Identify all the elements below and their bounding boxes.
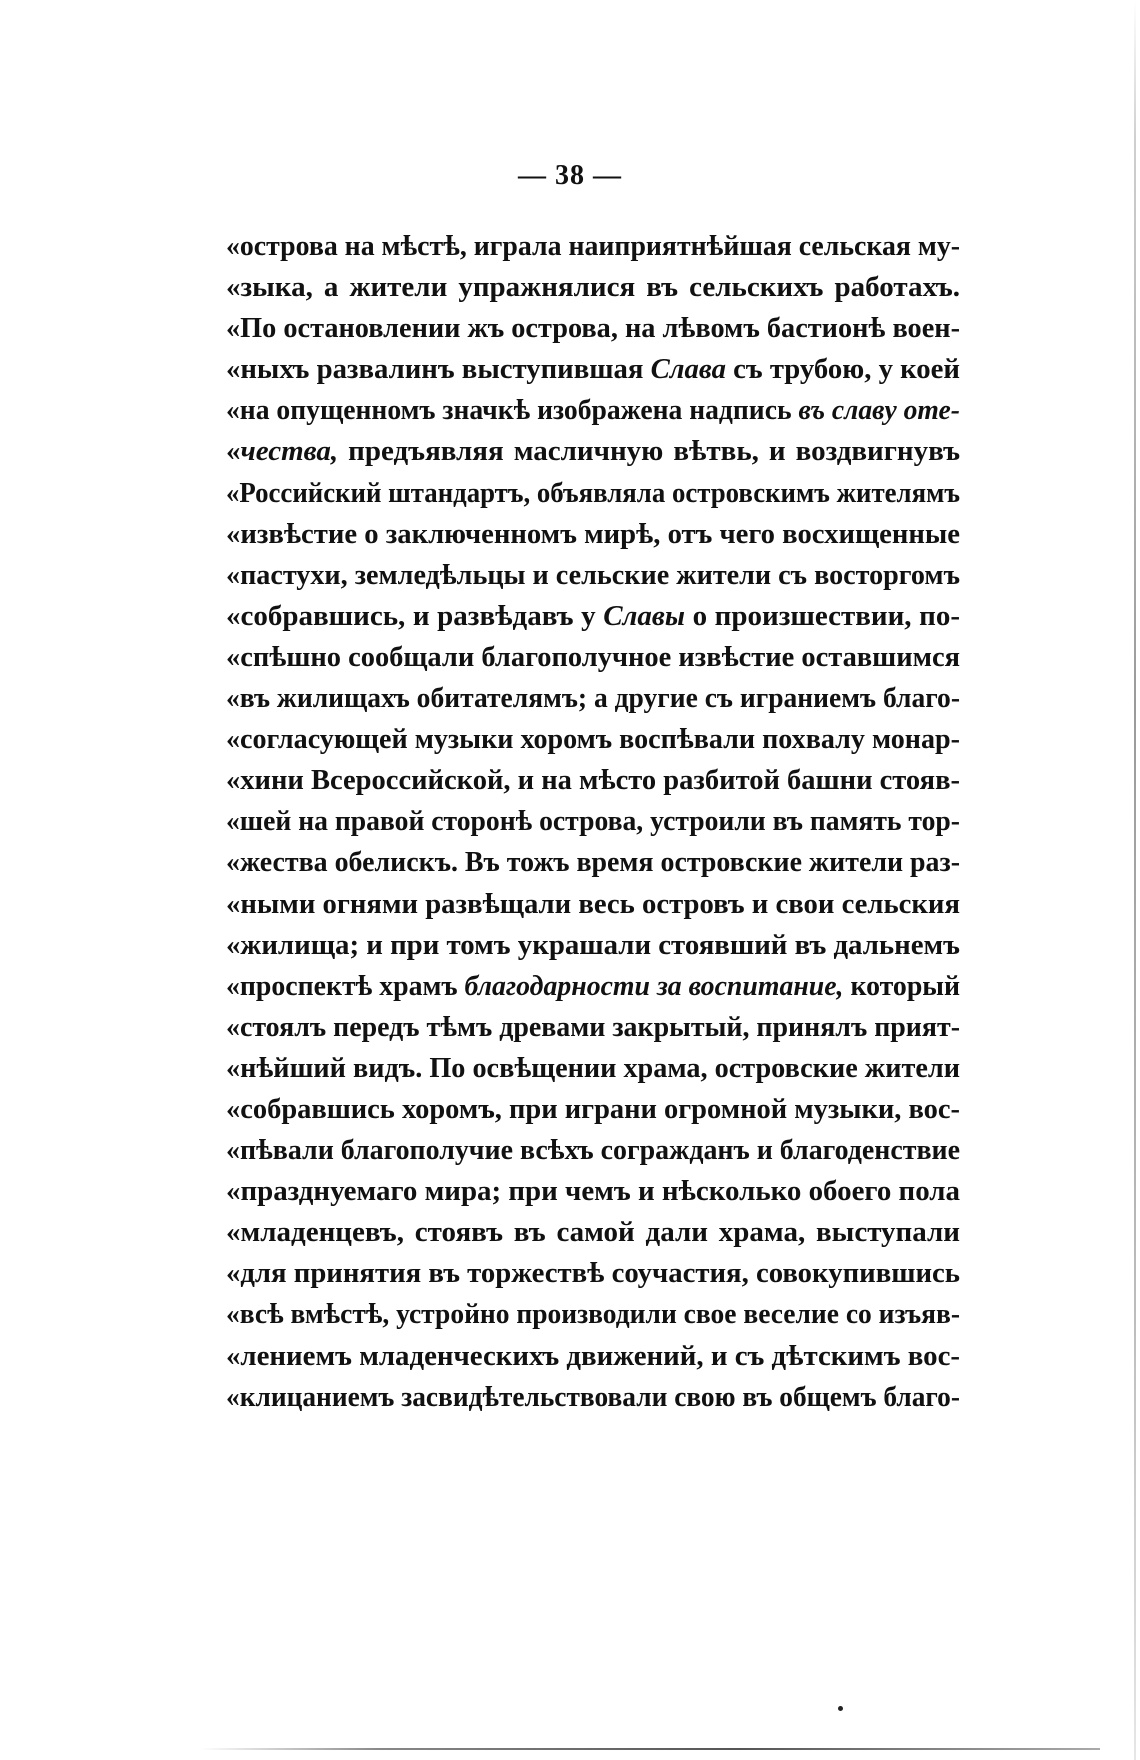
text-line xyxy=(226,678,960,719)
text-line xyxy=(226,925,960,966)
text-segment: «на опущенномъ значкѣ изображена надпись xyxy=(226,394,799,427)
scan-bottom-line xyxy=(200,1748,1100,1750)
text-segment: «клицаниемъ засвидѣтельствовали свою въ общемъ благо- xyxy=(226,1380,960,1413)
text-line xyxy=(226,431,960,472)
scan-edge-line xyxy=(1134,0,1136,1760)
text-line xyxy=(226,966,960,1007)
text-line xyxy=(226,349,960,390)
text-segment: «пастухи, земледѣльцы и сельские жители съ восторгомъ xyxy=(226,558,960,591)
page-number: — 38 — xyxy=(518,160,622,191)
text-line xyxy=(226,1048,960,1089)
text-segment: «нѣйший видъ. По освѣщении храма, островские жители xyxy=(226,1051,960,1084)
text-segment: «острова на мѣстѣ, играла наиприятнѣйшая сельская му- xyxy=(226,230,960,262)
text-segment: «зыка, а жители упражнялися въ сельскихъ работахъ. xyxy=(226,271,960,304)
text-segment: «жилища; и при томъ украшали стоявший въ дальнемъ xyxy=(226,928,960,961)
text-line xyxy=(226,884,960,925)
italic-text: Славы xyxy=(603,599,686,632)
text-segment: съ трубою, у коей xyxy=(725,353,960,386)
scan-speck xyxy=(838,1706,843,1711)
text-segment: «пѣвали благополучие всѣхъ согражданъ и благоденствие xyxy=(226,1134,960,1167)
text-segment: «По остановлении жъ острова, на лѣвомъ бастионѣ воен- xyxy=(226,312,960,345)
italic-text: въ славу оте- xyxy=(798,394,960,427)
text-line xyxy=(226,267,960,308)
text-segment: «всѣ вмѣстѣ, устройно производили свое веселие со изъяв- xyxy=(226,1298,960,1331)
text-segment: «младенцевъ, стоявъ въ самой дали храма, выступали xyxy=(226,1216,960,1249)
text-line xyxy=(226,1130,960,1171)
text-line xyxy=(226,1007,960,1048)
text-segment: который xyxy=(843,969,960,1002)
text-line xyxy=(226,719,960,760)
text-segment: «проспектѣ храмъ xyxy=(226,969,465,1002)
text-segment: «собравшись, и развѣдавъ у xyxy=(226,599,604,632)
text-segment: «извѣстие о заключенномъ мирѣ, отъ чего восхищенные xyxy=(226,517,960,550)
text-segment: «празднуемаго мира; при чемъ и нѣсколько обоего пола xyxy=(226,1175,960,1208)
text-line xyxy=(226,1336,960,1377)
text-line xyxy=(226,637,960,678)
text-line xyxy=(226,842,960,883)
text-segment: предъявляя масличную вѣтвь, и воздвигнувъ xyxy=(338,435,960,468)
text-segment: «спѣшно сообщали благополучное извѣстие оставшимся xyxy=(226,640,960,673)
text-line xyxy=(226,1089,960,1130)
text-line xyxy=(226,473,960,514)
italic-text: Слава xyxy=(650,353,726,386)
text-line xyxy=(226,390,960,431)
body-text xyxy=(226,226,960,1418)
text-line xyxy=(226,308,960,349)
text-line xyxy=(226,1253,960,1294)
text-segment: «согласующей музыки хоромъ воспѣвали похвалу монар- xyxy=(226,723,960,756)
text-segment: «собравшись хоромъ, при играни огромной музыки, вос- xyxy=(226,1092,960,1125)
text-segment: о произшествии, по- xyxy=(685,599,960,632)
text-line xyxy=(226,596,960,637)
text-segment: «ныхъ развалинъ выступившая xyxy=(226,353,651,386)
text-segment: «жества обелискъ. Въ тожъ время островские жители раз- xyxy=(226,846,960,879)
italic-text: благодарности за воспитание, xyxy=(464,969,844,1002)
text-line xyxy=(226,760,960,801)
text-segment: «Российский штандартъ, объявляла островскимъ жителямъ xyxy=(226,476,960,509)
text-segment: «для принятия въ торжествѣ соучастия, совокупившись xyxy=(226,1257,960,1290)
text-segment: «стоялъ передъ тѣмъ древами закрытый, принялъ прият- xyxy=(226,1010,960,1043)
text-segment: «лениемъ младенческихъ движений, и съ дѣтскимъ вос- xyxy=(226,1339,960,1372)
text-line xyxy=(226,1212,960,1253)
text-segment: « xyxy=(226,435,241,468)
text-segment: «хини Всероссийской, и на мѣсто разбитой башни стояв- xyxy=(226,764,960,797)
text-line xyxy=(226,1377,960,1418)
text-segment: «ными огнями развѣщали весь островъ и свои сельския xyxy=(226,887,960,920)
text-line xyxy=(226,1171,960,1212)
text-line xyxy=(226,1294,960,1335)
text-line xyxy=(226,555,960,596)
italic-text: чества, xyxy=(240,435,339,468)
text-line xyxy=(226,514,960,555)
text-line xyxy=(226,801,960,842)
text-segment: «въ жилищахъ обитателямъ; а другие съ играниемъ благо- xyxy=(226,682,960,715)
text-segment: «шей на правой сторонѣ острова, устроили въ память тор- xyxy=(226,805,960,838)
text-line xyxy=(226,226,960,267)
